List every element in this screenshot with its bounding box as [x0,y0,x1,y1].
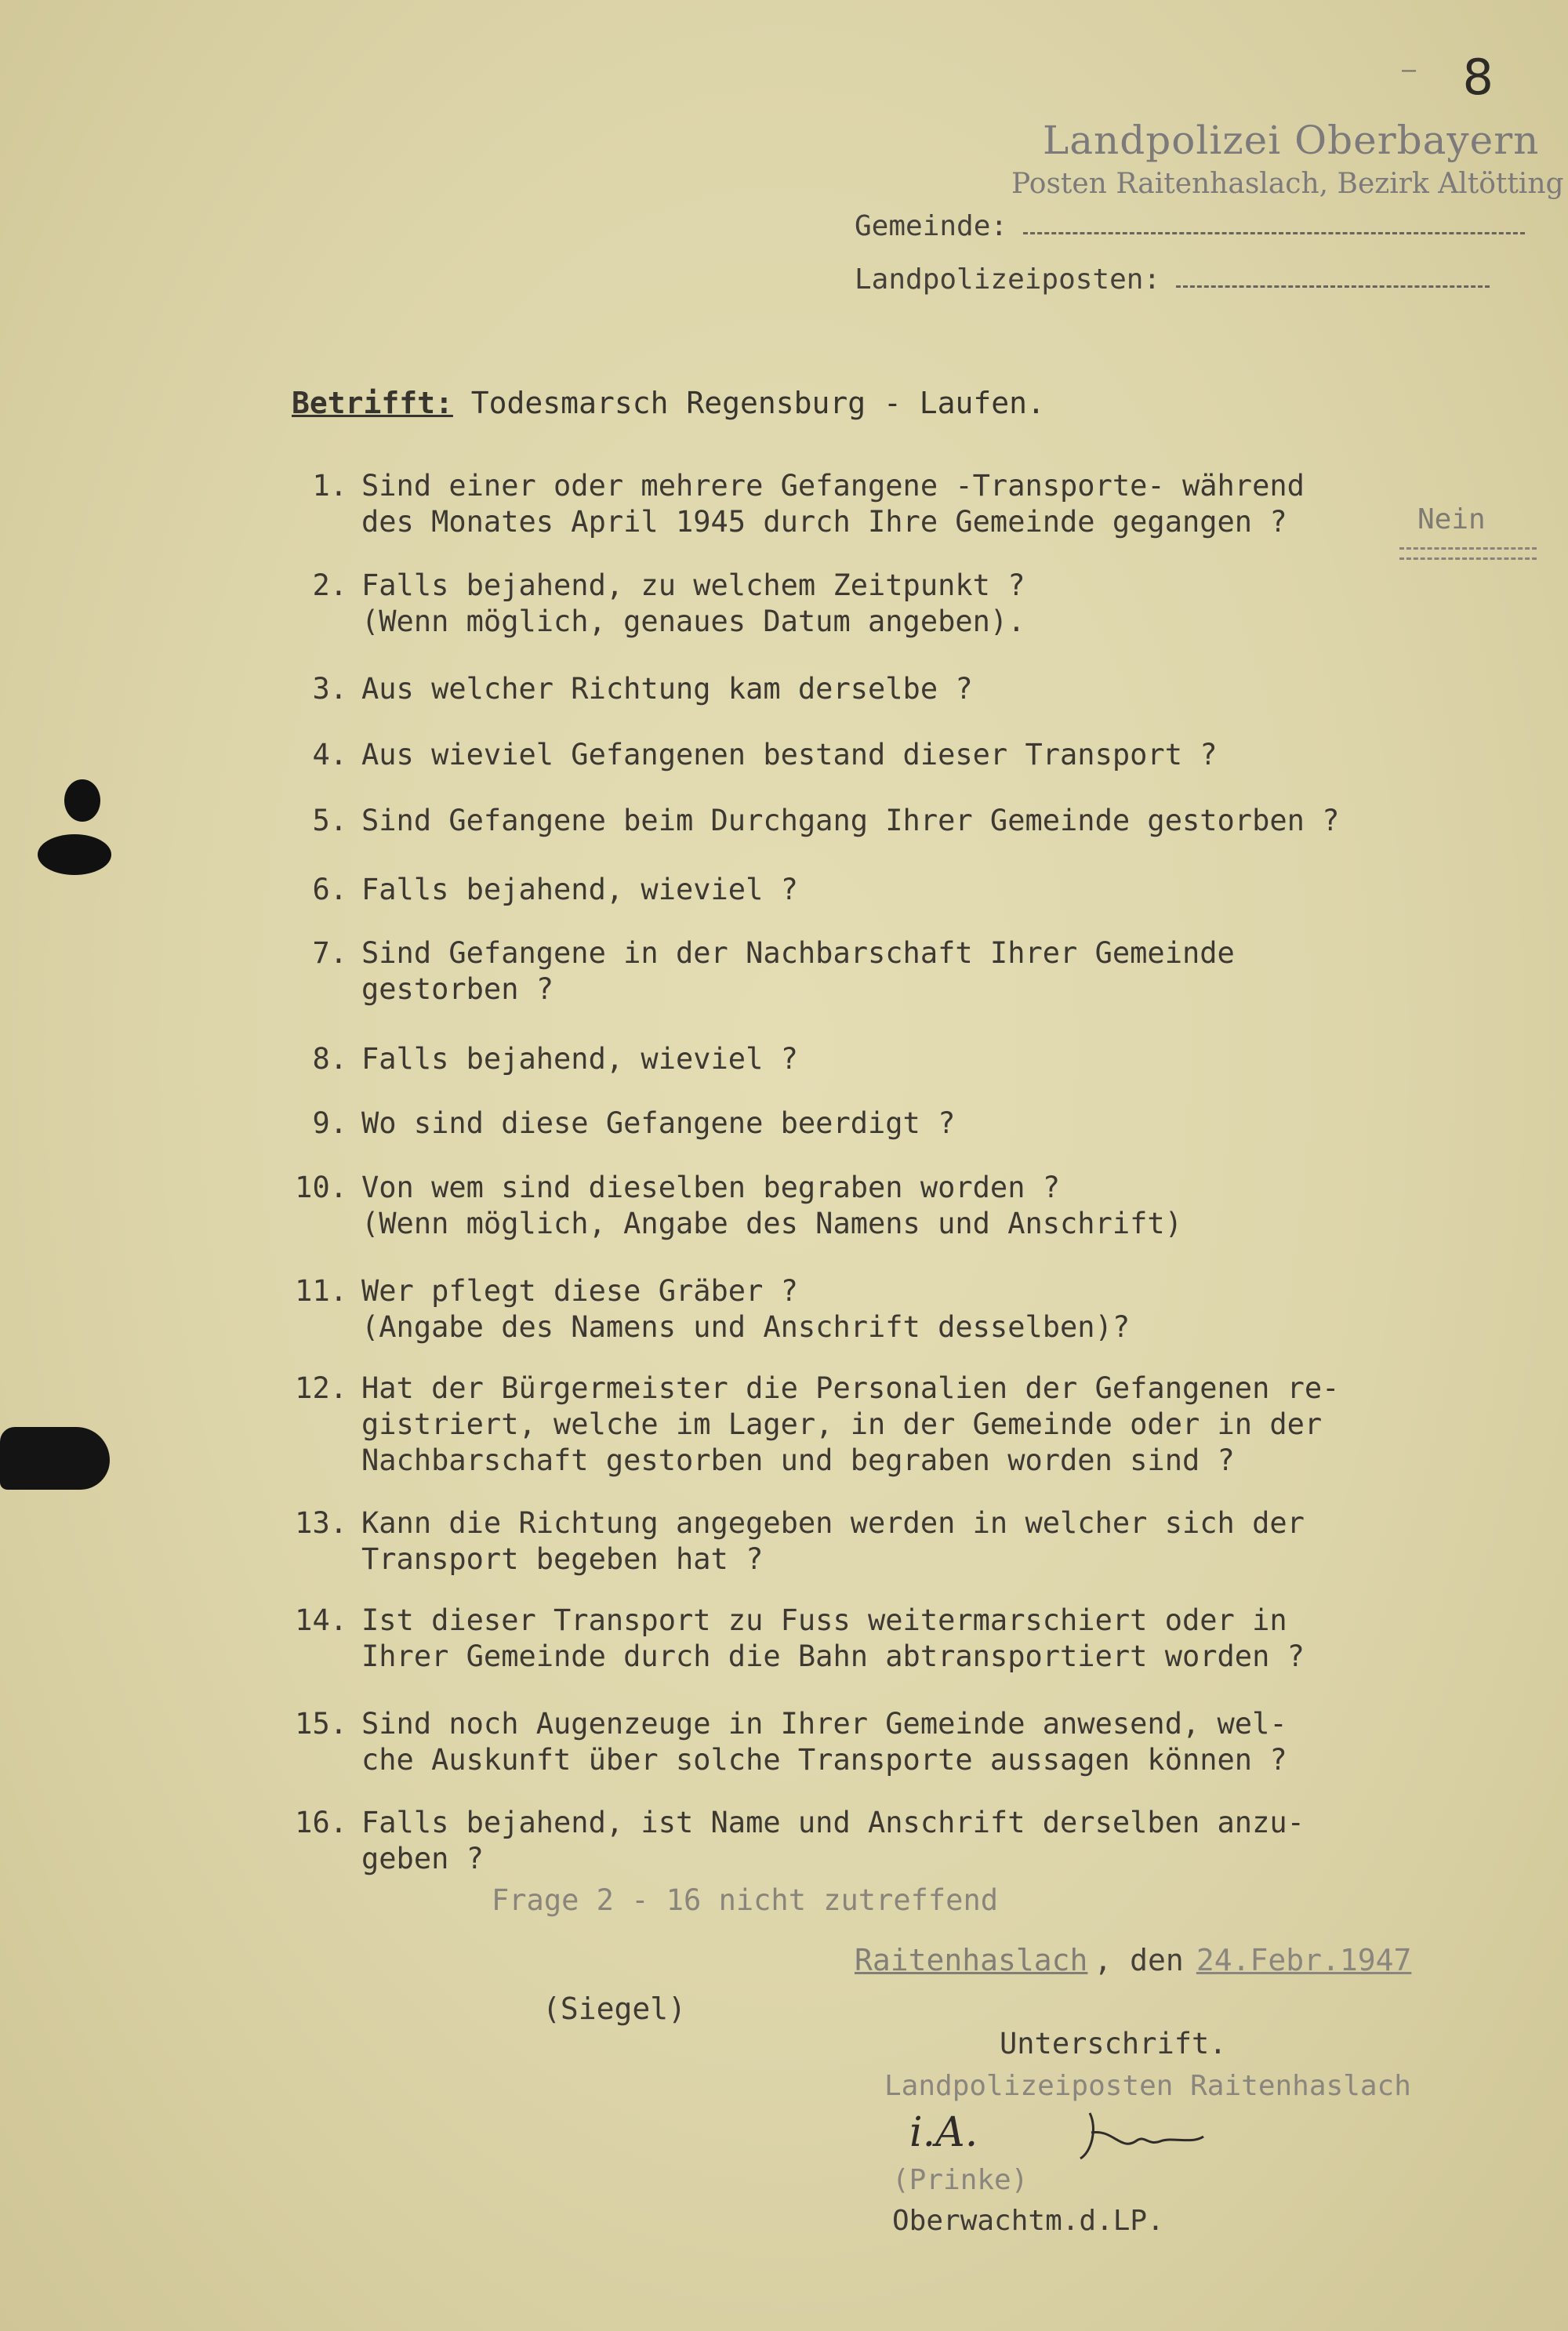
place-date-line [855,1943,1411,1977]
question-number: 12. [295,1371,347,1405]
question-16 [278,1805,1533,1877]
stamp-line-1: Landpolizei Oberbayern [1043,118,1540,163]
answer-question-1: Nein [1417,503,1486,536]
posten-field [855,263,1490,296]
question-text: Von wem sind dieselben begraben worden ? (Wenn möglich, Angabe des Namens und Anschrift) [361,1171,1182,1240]
question-text: Falls bejahend, wieviel ? [361,873,798,906]
question-number: 6. [312,873,347,906]
question-text: Wer pflegt diese Gräber ? (Angabe des Namens und Anschrift desselben)? [361,1274,1131,1344]
posten-label: Landpolizeiposten: [855,263,1161,296]
question-3 [278,671,1533,707]
question-text: Ist dieser Transport zu Fuss weitermarschiert oder in Ihrer Gemeinde durch die Bahn abtransportiert worden ? [361,1603,1305,1673]
gemeinde-line [1023,231,1525,234]
punch-hole-middle [38,834,111,875]
seal-label: (Siegel) [543,1992,687,2026]
question-number: 4. [312,738,347,772]
question-text: Sind noch Augenzeuge in Ihrer Gemeinde anwesend, wel- che Auskunft über solche Transporte aussagen können ? [361,1707,1287,1777]
question-2 [278,568,1533,640]
question-8 [278,1041,1533,1077]
question-number: 1. [312,469,347,503]
signature-name: (Prinke) [892,2164,1029,2196]
subject-line [292,386,1045,420]
date: 24.Febr.1947 [1196,1943,1412,1977]
punch-hole-top [64,779,100,822]
question-number: 16. [295,1806,347,1839]
police-stamp [1011,118,1564,200]
question-number: 11. [295,1274,347,1308]
question-15 [278,1706,1533,1778]
question-14 [278,1603,1533,1675]
question-number: 14. [295,1603,347,1637]
signature-rank: Oberwachtm.d.LP. [892,2205,1164,2237]
question-6 [278,872,1533,908]
gemeinde-field [855,210,1525,242]
question-number: 7. [312,936,347,970]
posten-line [1176,284,1490,288]
question-number: 15. [295,1707,347,1741]
den-text: , den [1094,1943,1184,1977]
answer-underline [1399,547,1537,560]
question-4 [278,737,1533,773]
question-number: 2. [312,568,347,602]
stamp-line-2: Posten Raitenhaslach, Bezirk Altötting [1011,168,1564,200]
signature-station: Landpolizeiposten Raitenhaslach [884,2070,1411,2102]
subject-label: Betrifft: [292,386,453,420]
question-text: Wo sind diese Gefangene beerdigt ? [361,1106,956,1140]
question-number: 10. [295,1171,347,1204]
handwritten-signature [909,2097,1239,2171]
page-number: 8 [1462,49,1494,106]
question-number: 5. [312,804,347,837]
question-12 [278,1371,1533,1479]
question-number: 9. [312,1106,347,1140]
signature-ia-text: i.A. [909,2109,978,2156]
question-text: Sind einer oder mehrere Gefangene -Transporte- während des Monates April 1945 durch Ihre Gemeinde gegangen ? [361,469,1305,539]
question-number: 8. [312,1042,347,1076]
question-text: Falls bejahend, zu welchem Zeitpunkt ? (Wenn möglich, genaues Datum angeben). [361,568,1025,638]
question-5 [278,803,1533,839]
question-7 [278,935,1533,1008]
question-number: 3. [312,672,347,706]
question-text: Aus welcher Richtung kam derselbe ? [361,672,973,706]
answer-note: Frage 2 - 16 nicht zutreffend [492,1883,999,1917]
question-text: Aus wieviel Gefangenen bestand dieser Transport ? [361,738,1218,772]
edge-damage [0,1427,110,1490]
question-text: Falls bejahend, ist Name und Anschrift derselben anzu- geben ? [361,1806,1305,1875]
gemeinde-label: Gemeinde: [855,210,1008,242]
signature-label: Unterschrift. [1000,2027,1227,2061]
question-9 [278,1106,1533,1142]
question-text: Falls bejahend, wieviel ? [361,1042,798,1076]
question-10 [278,1170,1533,1242]
question-text: Sind Gefangene in der Nachbarschaft Ihrer Gemeinde gestorben ? [361,936,1235,1006]
question-text: Sind Gefangene beim Durchgang Ihrer Gemeinde gestorben ? [361,804,1340,837]
place: Raitenhaslach [855,1943,1088,1977]
question-text: Hat der Bürgermeister die Personalien der Gefangenen re- gistriert, welche im Lager, in der Gemeinde oder in der Nachbarschaft gestorben und begraben worden sind ? [361,1371,1340,1477]
subject-text: Todesmarsch Regensburg - Laufen. [470,386,1045,420]
question-13 [278,1505,1533,1578]
question-number: 13. [295,1506,347,1540]
reference-mark: — [1401,56,1419,84]
question-1 [278,468,1533,540]
question-11 [278,1273,1533,1345]
question-text: Kann die Richtung angegeben werden in welcher sich der Transport begeben hat ? [361,1506,1305,1576]
